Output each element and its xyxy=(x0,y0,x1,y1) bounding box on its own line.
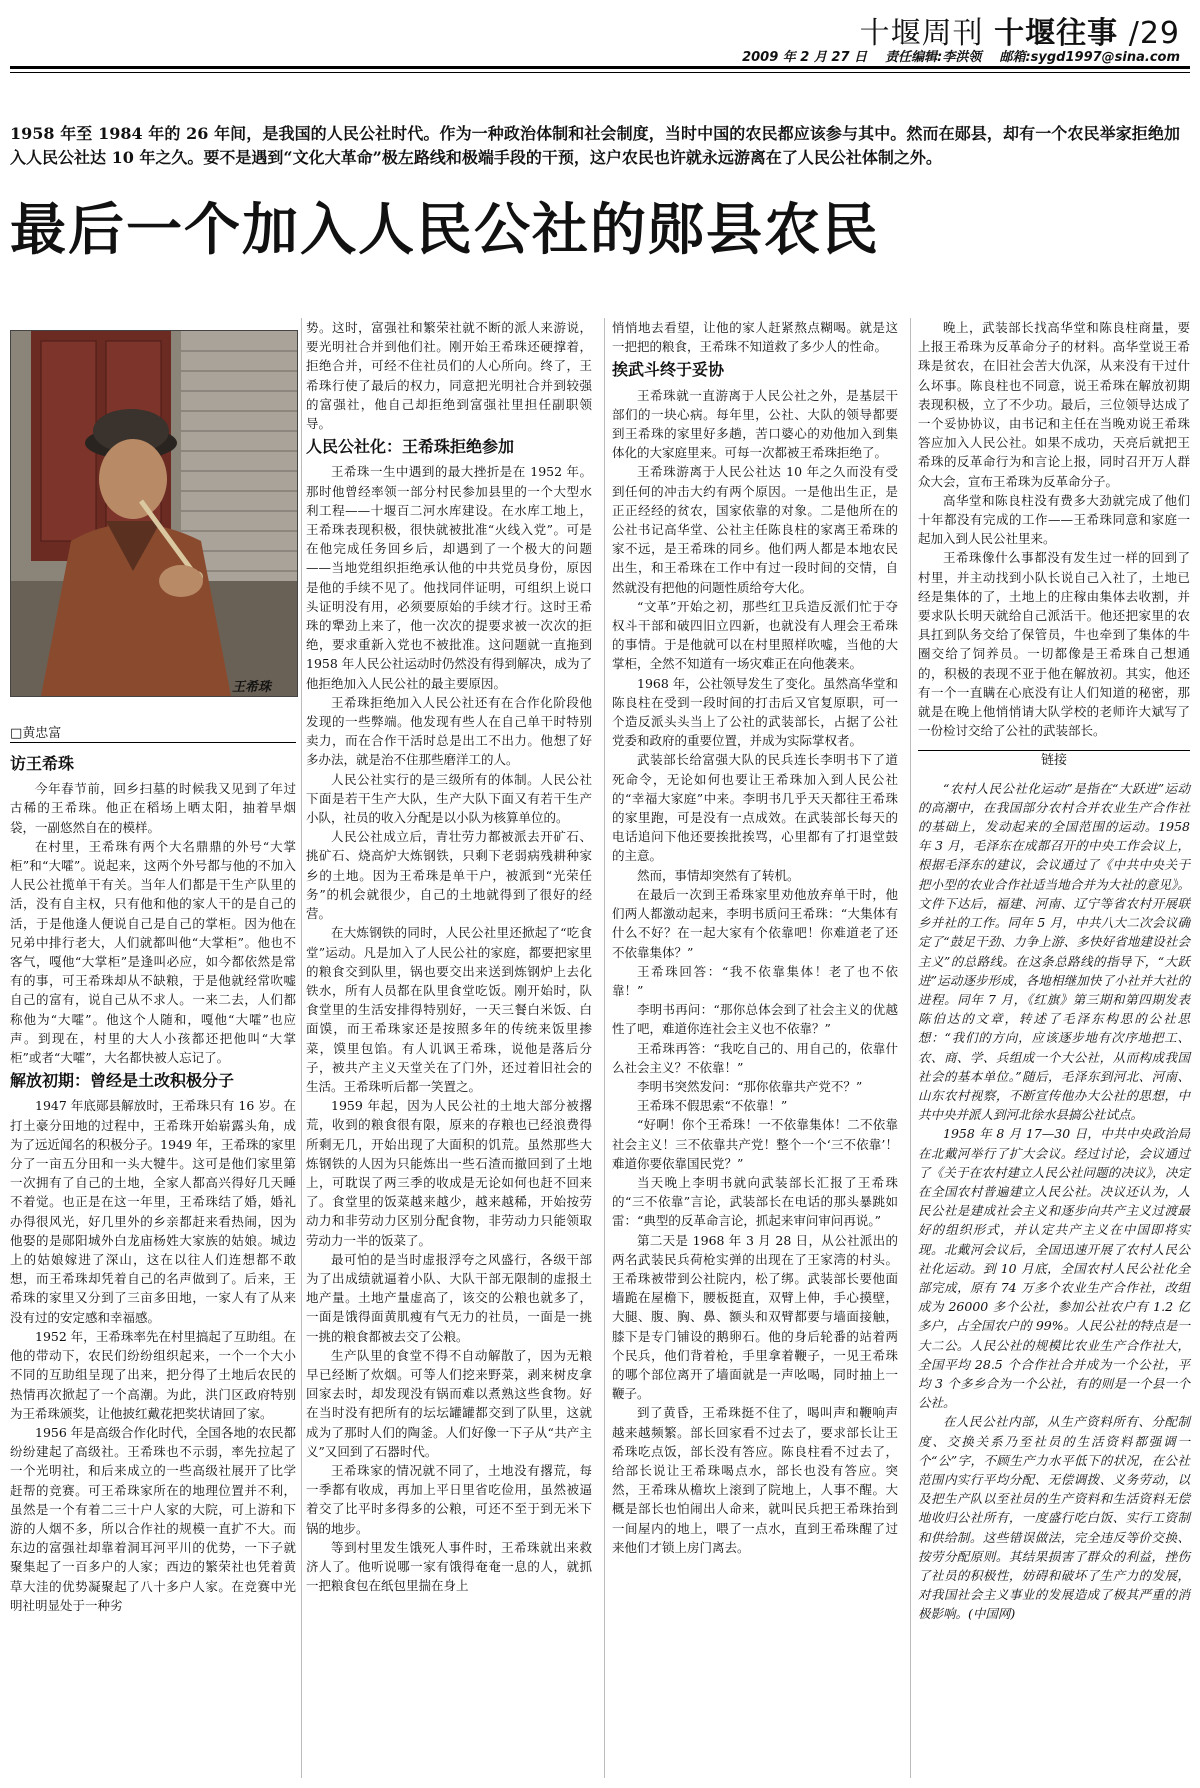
paragraph: 王希珠再答：“我吃自己的、用自己的，依靠什么社会主义？不依靠！” xyxy=(612,1040,898,1075)
paragraph: 李明书再问：“那你总体会到了社会主义的优越性了吧，难道你连社会主义也不依靠？” xyxy=(612,1002,898,1037)
header-rule xyxy=(10,66,1190,69)
paragraph: 晚上，武装部长找高华堂和陈良柱商量，要上报王希珠为反革命分子的材料。高华堂说王希珠是贫农，在旧社会苦大仇深，从来没有干过什么坏事。陈良柱也不同意，说王希珠在解放初期表现积极，立了不少功。最后，三位领导达成了一个妥协协议，由书记和主任在当晚劝说王希珠答应加入人民公社。如果不成功，天亮后就把王希珠的反革命行为和言论上报，同时召开万人群众大会，宣布王希珠为反革命分子。 xyxy=(918,320,1190,489)
paragraph: “农村人民公社化运动”是指在“大跃进”运动的高潮中，在我国部分农村合并农业生产合作社的基础上，发动起来的全国范围的运动。1958 年 3 月，毛泽东在成都召开的中央工作会议上，根据毛泽东的建议，会议通过了《中共中央关于把小型的农业合作社适当地合并为大社的意见》。文件下达后，福建、河南、辽宁等省农村开展联乡并社的工作。同年 5 月，中共八大二次会议确定了“鼓足干劲、力争上游、多快好省地建设社会主义”的总路线。在这条总路线的指导下，“大跃进”运动逐步形成，各地相继加快了小社并大社的进程。同年 7 月，《红旗》第三期和第四期发表陈伯达的文章，转述了毛泽东构思的公社思想：“我们的方向，应该逐步地有次序地把工、农、商、学、兵组成一个大公社，从而构成我国社会的基本单位。”随后，毛泽东到河北、河南、山东农村视察，不断宣传他办大公社的思想，中共中央并派人到河北徐水县搞公社试点。 xyxy=(918,780,1190,1123)
paragraph: 人民公社成立后，青壮劳力都被派去开矿石、挑矿石、烧高炉大炼钢铁，只剩下老弱病残耕种家乡的土地。因为王希珠是单干户，被派到“光荣任务”的机会就很少，自己的土地就得到了很好的经营。 xyxy=(306,829,592,922)
column-divider xyxy=(910,318,911,1778)
paragraph: “好啊！你个王希珠！一不依靠集体！二不依靠社会主义！三不依靠共产党！整个一个‘三不依靠’！难道你要依靠国民党？” xyxy=(612,1117,898,1171)
paper-name: 十堰周刊 xyxy=(859,16,984,51)
paragraph: 最可怕的是当时虚报浮夸之风盛行，各级干部为了出成绩就逼着小队、大队干部无限制的虚报土地产量。土地产量虚高了，该交的公粮也就多了，一面是饿得面黄肌瘦有气无力的社员，一面是一挑一挑的粮食都被去交了公粮。 xyxy=(306,1251,592,1344)
paragraph: 到了黄昏，王希珠挺不住了，喝叫声和鞭响声越来越频繁。部长回家看不过去了，要求部长让王希珠吃点饭，部长没有答应。陈良柱看不过去了，给部长说让王希珠喝点水，部长也没有答应。突然，王希珠从檐坎上滚到了院地上，人事不醒。大概是部长也怕闹出人命来，就叫民兵把王希珠抬到一间屋内的地上，喂了一点水，直到王希珠醒了过来他们才锁上房门离去。 xyxy=(612,1405,898,1555)
column-divider xyxy=(301,318,302,1778)
paragraph: 王希珠回答：“我不依靠集体！老了也不依靠！” xyxy=(612,963,898,998)
paragraph: 人民公社实行的是三级所有的体制。人民公社下面是若干生产大队，生产大队下面又有若干生产小队，社员的收入分配是以小队为核算单位的。 xyxy=(306,771,592,826)
paragraph: 王希珠像什么事都没有发生过一样的回到了村里，并主动找到小队长说自己入社了，土地已经是集体的了，土地上的庄稼由集体去收割，并要求队长明天就给自己派活干。他还把家里的农具扛到队务交给了保管员，牛也牵到了集体的牛圈交给了饲养员。一切都像是王希珠自己想通的，积极的表现不亚于他在解放初。其实，他还有一个一直瞒在心底没有让人们知道的秘密，那就是在晚上他悄悄请大队学校的老师许大斌写了一份检讨交给了公社的武装部长。 xyxy=(918,550,1190,739)
paragraph: 李明书突然发问：“那你依靠共产党不？” xyxy=(637,1078,863,1094)
portrait-photo xyxy=(10,330,298,697)
paragraph: 1959 年起，因为人民公社的土地大部分被撂荒，收到的粮食很有限，原来的存粮也已经浪费得所剩无几，开始出现了大面积的饥荒。虽然那些大炼钢铁的人因为只能炼出一些石渣而撤回到了土地上，可耽误了两三季的收成是无论如何也赶不回来了。食堂里的饭菜越来越少，越来越稀，开始按劳动力和非劳动力区别分配食物，非劳动力只能领取劳动力一半的饭菜了。 xyxy=(306,1098,592,1248)
paragraph: 武装部长给富强大队的民兵连长李明书下了道死命令，无论如何也要让王希珠加入到人民公社的“幸福大家庭”中来。李明书几乎天天都往王希珠的家里跑，可是没有一点成效。在武装部长每天的电话追问下他还要挨批挨骂，心里都有了打退堂鼓的主意。 xyxy=(612,752,898,864)
section-heading: 访王希珠 xyxy=(10,754,75,773)
paragraph: 1952 年，王希珠率先在村里搞起了互助组。在他的带动下，农民们纷纷组织起来，一个一个大小不同的互助组呈现了出来，把分得了土地后农民的热情再次掀起了一个高潮。为此，洪门区政府特别为王希珠颁奖，让他披红戴花把奖状请回了家。 xyxy=(10,1328,296,1421)
paragraph: 1958 年 8 月 17—30 日，中共中央政治局在北戴河举行了扩大会议。经过讨论，会议通过了《关于在农村建立人民公社问题的决议》，决定在全国农村普遍建立人民公社。决议还认为，人民公社是建成社会主义和逐步向共产主义过渡最好的组织形式，并认定共产主义在中国即将实现。北戴河会议后，全国迅速开展了农村人民公社化运动。到 10 月底，全国农村人民公社化全部完成，原有 74 万多个农业生产合作社，改组成为 26000 多个公社，参加公社农户有 1.2 亿多户，占全国农户的 99%。人民公社的特点是一大二公。人民公社的规模比农业生产合作社大，全国平均 28.5 个合作社合并成为一个公社，平均 3 个多乡合为一个公社，有的则是一个县一个公社。 xyxy=(918,1126,1190,1411)
issue-email[interactable]: 邮箱:sygd1997@sina.com xyxy=(999,50,1180,65)
issue-line xyxy=(742,46,1180,65)
paragraph: 生产队里的食堂不得不自动解散了，因为无粮早已经断了炊烟。可等人们挖来野菜，剥来树皮拿回家去时，却发现没有锅而难以煮熟这些食物。好在当时没有把所有的坛坛罐罐都交到了队里，这就成为了那时人们的陶釜。人们好像一下子从“共产主义”又回到了石器时代。 xyxy=(306,1347,592,1459)
section-heading: 人民公社化：王希珠拒绝参加 xyxy=(306,437,515,457)
paragraph: 在村里，王希珠有两个大名鼎鼎的外号“大掌柜”和“大嚯”。说起来，这两个外号都与他的不加入人民公社揽单干有关。当年人们都是干生产队里的活，没有自主权，只有他和他的家人干的是自己的活，于是他逢人便说自己是自己的掌柜。因为他在兄弟中排行老大，人们就都叫他“大掌柜”。他也不客气，嘎他“大掌柜”是逢叫必应，如今都依然是常有的事，可王希珠却从不缺粮，于是他就经常吹嘘自己的富有，说自己从不求人。一来二去，人们都称他为“大嚯”。他这个人随和，嘎他“大嚯”也应声。到现在，村里的大人小孩都还把他叫“大掌柜”或者“大嚯”，大名都快被人忘记了。 xyxy=(10,838,296,1066)
section-name: 十堰往事 xyxy=(994,16,1119,51)
paragraph: 今年春节前，回乡扫墓的时候我又见到了年过古稀的王希珠。他正在稻场上晒太阳，抽着旱烟袋，一副悠然自在的模样。 xyxy=(10,781,296,835)
paragraph: 1968 年，公社领导发生了变化。虽然高华堂和陈良柱在受到一段时间的打击后又官复原职，可一个造反派头头当上了公社的武装部长，占据了公社党委和政府的重要位置，并成为实际掌权者。 xyxy=(612,675,898,749)
paragraph: 第二天是 1968 年 3 月 28 日，从公社派出的两名武装民兵荷枪实弹的出现在了王家湾的村头。王希珠被带到公社院内，松了绑。武装部长要他面墙跪在屋檐下，腰板挺直，双臂上伸，手心摸壁，大腿、腹、胸、鼻、额头和双臂都要与墙面接触，膝下是专门铺设的鹅卵石。他的身后轮番的站着两个民兵，他们背着枪，手里拿着鞭子，一见王希珠的哪个部位离开了墙面就是一声吆喝，同时抽上一鞭子。 xyxy=(612,1232,898,1402)
paragraph: 王希珠拒绝加入人民公社还有在合作化阶段他发现的一些弊端。他发现有些人在自己单干时特别卖力，而在合作干活时总是出工不出力。他想了好多办法，就是治不住那些磨洋工的人。 xyxy=(306,694,592,768)
column-3 xyxy=(612,318,898,1557)
paragraph: 在大炼钢铁的同时，人民公社里还掀起了“吃食堂”运动。凡是加入了人民公社的家庭，都要把家里的粮食交到队里，锅也要交出来送到炼钢炉上去化铁水，所有人员都在队里食堂吃饭。刚开始时，队食堂里的生活安排得特别好，一天三餐白米饭、白面馍，而王希珠家还是按照多年的传统来饭里掺菜，馍里包馅。有人讥讽王希珠，说他是落后分子，被共产主义天堂关在了门外，还过着旧社会的生活。王希珠听后都一笑置之。 xyxy=(306,925,592,1094)
byline-rule xyxy=(10,742,296,743)
headline: 最后一个加入人民公社的郧县农民 xyxy=(10,197,880,263)
issue-date: 2009 年 2 月 27 日 xyxy=(742,50,868,65)
byline: □黄忠富 xyxy=(10,726,62,741)
link-heading xyxy=(918,751,1190,770)
issue-editor: 责任编辑:李洪领 xyxy=(885,50,982,65)
paragraph: 等到村里发生饿死人事件时，王希珠就出来救济人了。他听说哪一家有饿得奄奄一息的人，就抓一把粮食包在纸包里揣在身上 xyxy=(306,1539,592,1594)
paragraph: 1947 年底郧县解放时，王希珠只有 16 岁。在打土豪分田地的过程中，王希珠开始崭露头角，成为了远近闻名的积极分子。1949 年，王希珠的家里分了一亩五分田和一头大犍牛。这可是他们家里第一次拥有了自己的土地，全家人都高兴得好几天睡不着觉。也正是在这一年里，王希珠结了婚，婚礼办得很风光，好几里外的乡亲都赶来看热闹，因为他娶的是郧阳城外白龙庙杨姓大家族的姑娘。城边上的姑娘嫁进了深山，这在以往人们连想都不敢想，而王希珠却凭着自己的名声做到了。后来，王希珠的家里又分到了三亩多田地，一家人有了从来没有过的安定感和幸福感。 xyxy=(10,1098,296,1325)
link-rule xyxy=(918,750,1190,751)
paragraph: 然而，事情却突然有了转机。 xyxy=(637,867,800,883)
paragraph: 悄悄地去看望，让他的家人赶紧熬点糊喝。就是这一把把的粮食，王希珠不知道救了多少人的性命。 xyxy=(612,320,898,355)
column-2 xyxy=(306,318,592,1595)
portrait-illustration xyxy=(11,331,297,696)
paragraph: 高华堂和陈良柱没有费多大劲就完成了他们十年都没有完成的工作——王希珠同意和家庭一起加入到人民公社里来。 xyxy=(918,492,1190,547)
paragraph: 在最后一次到王希珠家里劝他放弃单干时，他们两人都激动起来，李明书质问王希珠：“大集体有什么不好？在一起大家有个依靠吧！你难道老了还不依靠集体？” xyxy=(612,886,898,960)
paragraph: 王希珠不假思索“不依靠！” xyxy=(637,1098,788,1114)
section-heading: 解放初期：曾经是土改积极分子 xyxy=(10,1071,235,1091)
paragraph: 王希珠就一直游离于人民公社之外，是基层干部们的一块心病。每年里，公社、大队的领导都要到王希珠的家里好多趟，苦口婆心的劝他加入到集体化的大家庭里来。可每一次都被王希珠拒绝了。 xyxy=(612,387,898,461)
column-4 xyxy=(918,318,1190,1624)
paragraph: 王希珠一生中遇到的最大挫折是在 1952 年。那时他曾经率领一部分村民参加县里的一个大型水利工程——十堰百二河水库建设。在水库工地上，王希珠表现积极，很快就被批准“火线入党”。可是在他完成任务回乡后，却遇到了一个极大的问题——当地党组织拒绝承认他的中共党员身份，原因是他的手续不见了。他找同伴证明，可组织上说口头证明没有用，必须要原始的手续才行。这时王希珠的犟劲上来了，他一次次的提要求被一次次的拒绝，要求重新入党也不被批准。这问题就一直拖到 1958 年人民公社运动时仍然没有得到解决，成为了他拒绝加入人民公社的最主要原因。 xyxy=(306,464,592,691)
paragraph: 当天晚上李明书就向武装部长汇报了王希珠的“三不依靠”言论，武装部长在电话的那头暴跳如雷：“典型的反革命言论，抓起来审问审问再说。” xyxy=(612,1174,898,1229)
paragraph: “文革”开始之初，那些红卫兵造反派们忙于夺权斗干部和破四旧立四新，也就没有人理会王希珠的事情。于是他就可以在村里照样吹嘘，当他的大掌柜，全然不知道有一场灾难正在向他袭来。 xyxy=(612,598,898,672)
link-heading-text: 链接 xyxy=(1035,753,1073,768)
lead-paragraph: 1958 年至 1984 年的 26 年间，是我国的人民公社时代。作为一种政治体制和社会制度，当时中国的农民都应该参与其中。然而在郧县，却有一个农民举家拒绝加入人民公社达 10 年之久。要不是遇到“文化大革命”极左路线和极端手段的干预，这户农民也许就永远游离在了人民公社体制之外。 xyxy=(10,124,1180,167)
column-1 xyxy=(10,750,296,1615)
page-number: /29 xyxy=(1128,16,1180,51)
header-rule-thin xyxy=(10,72,1190,73)
paragraph: 在人民公社内部，从生产资料所有、分配制度、交换关系乃至社员的生活资料都强调一个“公”字，不顾生产力水平低下的状况，在公社范围内实行平均分配、无偿调拨、义务劳动，以及把生产队以至社员的生产资料和生活资料无偿地收归公社所有，一度盛行吃白饭、实行工资制和供给制。这些错误做法，完全违反等价交换、按劳分配原则。其结果损害了群众的利益，挫伤了社员的积极性，妨碍和破坏了生产力的发展，对我国社会主义事业的发展造成了极其严重的消极影响。(中国网) xyxy=(918,1414,1190,1622)
paragraph: 势。这时，富强社和繁荣社就不断的派人来游说，要光明社合并到他们社。刚开始王希珠还硬撑着，拒绝合并，可经不住社员们的人心所向。终了，王希珠行使了最后的权力，同意把光明社合并到较强的富强社，他自己却拒绝到富强社里担任副职领导。 xyxy=(306,320,592,432)
section-heading: 挨武斗终于妥协 xyxy=(612,360,725,380)
paragraph: 王希珠家的情况就不同了，土地没有撂荒，每一季都有收成，再加上平日里省吃俭用，虽然被逼着交了比平时多得多的公粮，可还不至于到无米下锅的地步。 xyxy=(306,1462,592,1536)
link-body xyxy=(918,779,1190,1624)
paragraph: 1956 年是高级合作化时代，全国各地的农民都纷纷建起了高级社。王希珠也不示弱，率先拉起了一个光明社，和后来成立的一些高级社展开了比学赶帮的竞赛。可王希珠家所在的地理位置并不利，虽然是一个有着二三十户人家的大院，可上游和下游的人烟不多，所以合作社的规模一直扩不大。而东边的富强社却靠着洞耳河平川的优势，一下子就聚集起了一百多户的人家；西边的繁荣社也凭着黄草大洼的优势凝聚起了八十多户人家。在竞赛中光明社明显处于一种劣 xyxy=(10,1424,296,1613)
photo-caption: 王希珠 xyxy=(232,680,272,695)
column-divider xyxy=(604,318,605,1778)
paragraph: 王希珠游离于人民公社达 10 年之久而没有受到任何的冲击大约有两个原因。一是他出生正，是正正经经的贫农，国家依靠的对象。二是他所在的公社书记高华堂、公社主任陈良柱的家离王希珠的家不远，是王希珠的同乡。他们两人都是本地农民出生，和王希珠在工作中有过一段时间的交情，自然就没有把他的问题性质给夸大化。 xyxy=(612,464,898,595)
